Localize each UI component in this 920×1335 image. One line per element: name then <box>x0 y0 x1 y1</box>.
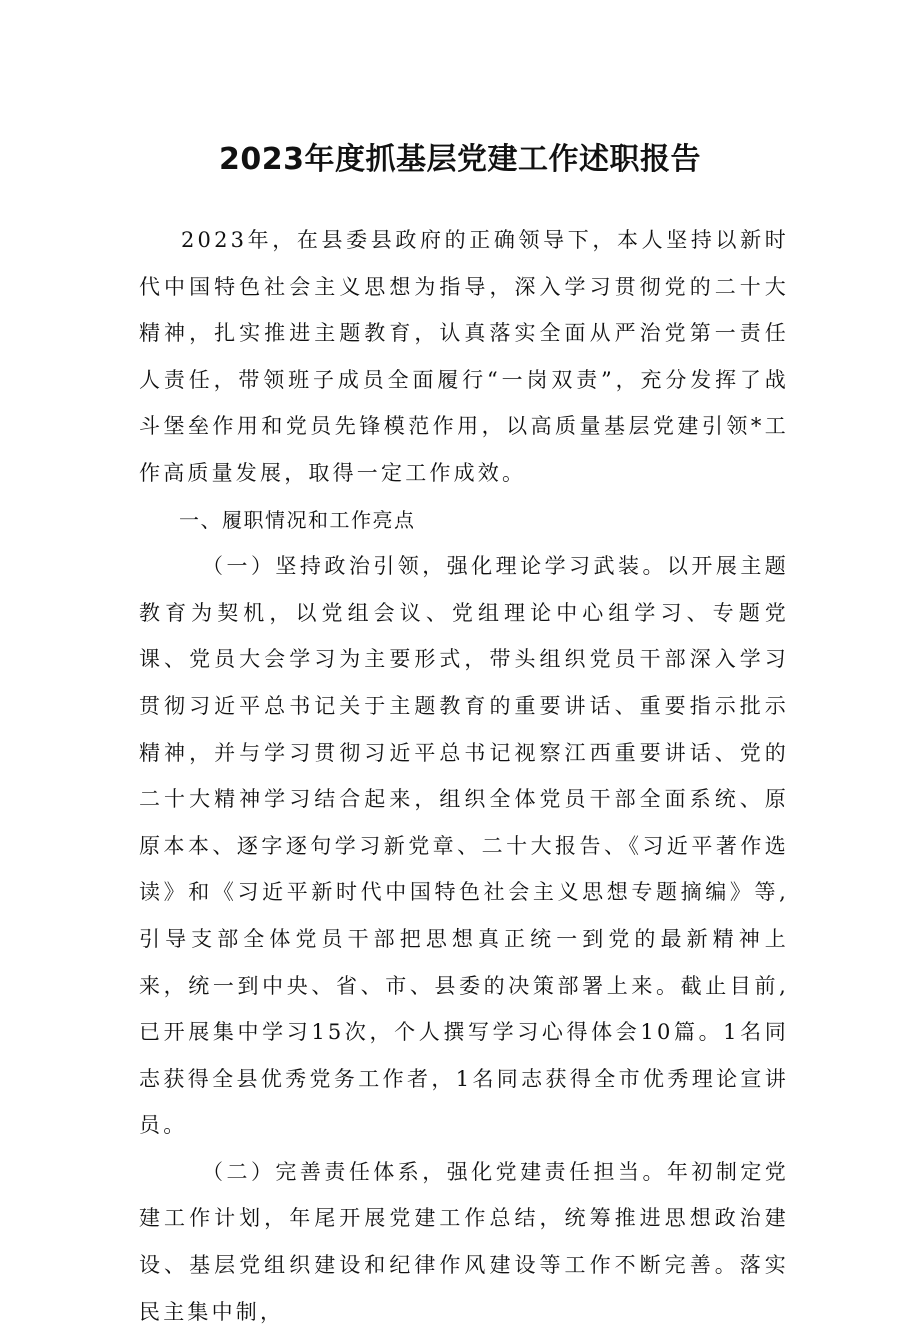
document-title: 2023年度抓基层党建工作述职报告 <box>219 142 701 178</box>
document-body <box>139 217 789 1335</box>
section-heading: 一、履职情况和工作亮点 <box>179 507 416 532</box>
section-item-1: （一）坚持政治引领，强化理论学习武装。以开展主题教育为契机，以党组会议、党组理论中心组学习、专题党课、党员大会学习为主要形式，带头组织党员干部深入学习贯彻习近平总书记关于主题教育的重要讲话、重要指示批示精神，并与学习贯彻习近平总书记视察江西重要讲话、党的二十大精神学习结合起来，组织全体党员干部全面系统、原原本本、逐字逐句学习新党章、二十大报告、《习近平著作选读》和《习近平新时代中国特色社会主义思想专题摘编》等,引导支部全体党员干部把思想真正统一到党的最新精神上来，统一到中央、省、市、县委的决策部署上来。截止目前,已开展集中学习15次，个人撰写学习心得体会10篇。1名同志获得全县优秀党务工作者，1名同志获得全市优秀理论宣讲员。 <box>139 554 789 1138</box>
intro-paragraph: 2023年，在县委县政府的正确领导下，本人坚持以新时代中国特色社会主义思想为指导，深入学习贯彻党的二十大精神，扎实推进主题教育，认真落实全面从严治党第一责任人责任，带领班子成员全面履行“一岗双责”，充分发挥了战斗堡垒作用和党员先锋模范作用，以高质量基层党建引领*工作高质量发展，取得一定工作成效。 <box>139 228 789 485</box>
section-item-2: （二）完善责任体系，强化党建责任担当。年初制定党建工作计划，年尾开展党建工作总结，统筹推进思想政治建设、基层党组织建设和纪律作风建设等工作不断完善。落实民主集中制， <box>139 1159 789 1324</box>
